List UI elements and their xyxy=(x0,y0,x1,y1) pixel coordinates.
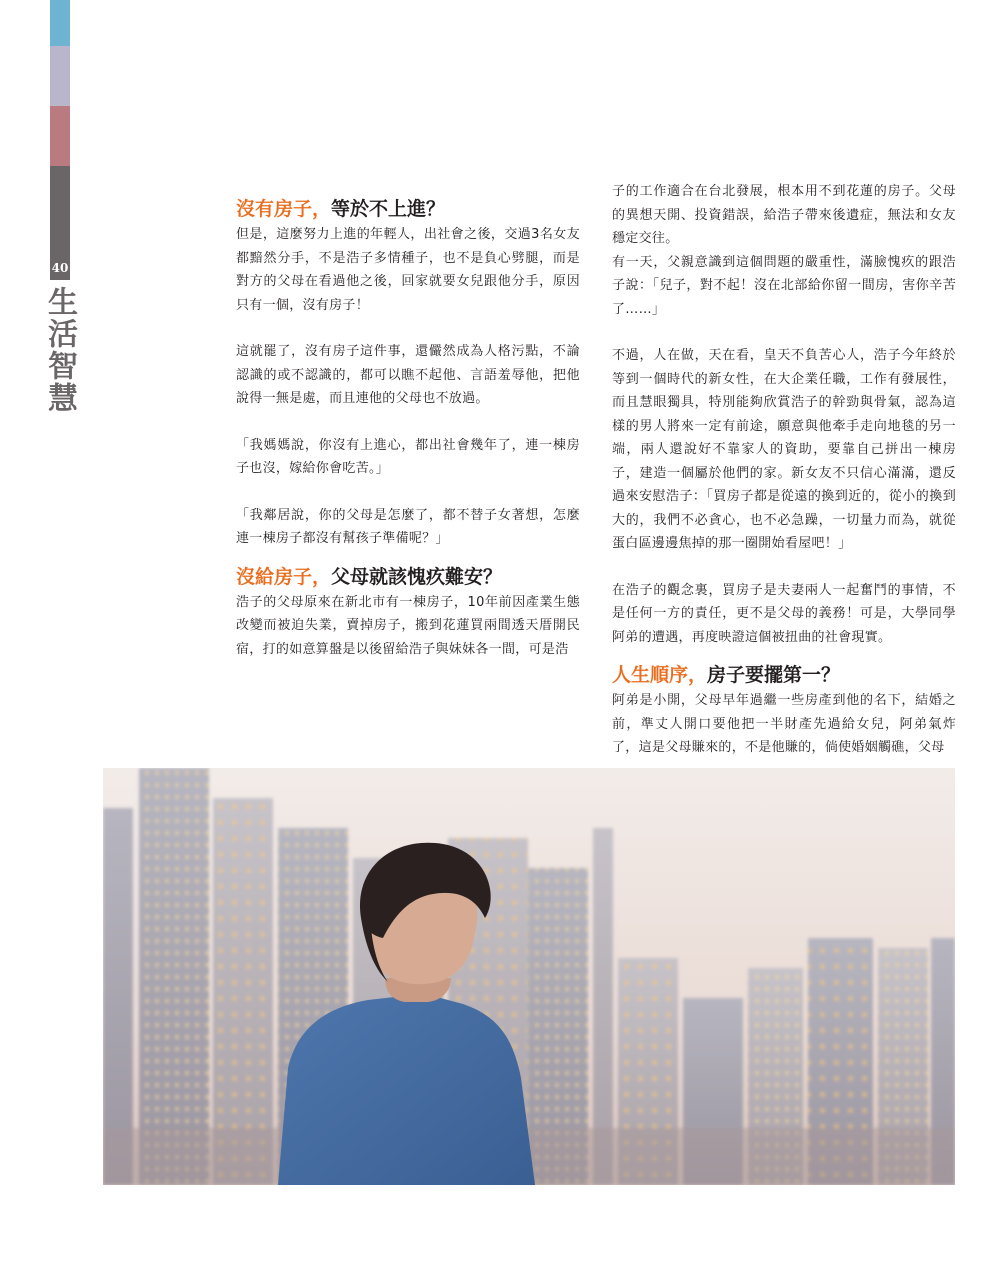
heading-highlight: 人生順序， xyxy=(612,664,708,686)
city-skyline-photo xyxy=(103,768,955,1185)
heading-text: 等於不上進？ xyxy=(331,198,446,220)
heading-highlight: 沒給房子， xyxy=(236,565,332,588)
paragraph: 子的工作適合在台北發展，根本用不到花蓮的房子。父母的異想天開、投資錯誤，給浩子帶來後遺症，無法和女友穩定交往。 xyxy=(612,184,956,246)
quote-paragraph: 「我媽媽說，你沒有上進心，都出社會幾年了，連一棟房子也沒，嫁給你會吃苦。」 xyxy=(236,437,580,476)
color-tab-rose xyxy=(50,106,70,166)
paragraph: 在浩子的觀念裏，買房子是夫妻兩人一起奮鬥的事情，不是任何一方的責任，更不是父母的義務！可是，大學同學阿弟的遭遇，再度映證這個被扭曲的社會現實。 xyxy=(612,582,956,645)
paragraph: 有一天，父親意識到這個問題的嚴重性，滿臉愧疚的跟浩子說：「兒子，對不起！沒在北部給你留一間房，害你辛苦了……」 xyxy=(612,254,956,317)
quote-paragraph: 「我鄰居說，你的父母是怎麼了，都不替子女著想，怎麼連一棟房子都沒有幫孩子準備呢？」 xyxy=(236,507,580,546)
paragraph: 不過，人在做，天在看，皇天不負苦心人，浩子今年終於等到一個時代的新女性，在大企業任職，工作有發展性，而且慧眼獨具，特別能夠欣賞浩子的幹勁與骨氣，認為這樣的男人將來一定有前途，願意與他牽手走向地毯的另一端，兩人還說好不靠家人的資助，要靠自己拼出一棟房子，建造一個屬於他們的家。新女友不只信心滿滿，還反過來安慰浩子：「買房子都是從遠的換到近的，從小的換到大的，我們不必貪心，也不必急躁，一切量力而為，就從蛋白區邊邊焦掉的那一圈開始看屋吧！」 xyxy=(612,348,956,551)
heading-text: 房子要擺第一？ xyxy=(707,664,841,686)
section-title: 生活智慧 xyxy=(42,286,77,414)
heading-text: 父母就該愧疚難安？ xyxy=(331,565,503,588)
color-tab-gray xyxy=(50,166,70,256)
article-column-left xyxy=(236,195,580,661)
paragraph: 但是，這麼努力上進的年輕人，出社會之後，交過3名女友都黯然分手，不是浩子多情種子，也不是負心劈腿，而是對方的父母在看過他之後，回家就要女兒跟他分手，原因只有一個，沒有房子！ xyxy=(236,227,580,313)
heading-no-house xyxy=(236,195,580,223)
page-number: 40 xyxy=(50,256,70,280)
article-column-right xyxy=(612,180,956,760)
paragraph: 浩子的父母原來在新北市有一棟房子，10年前因產業生態改變而被迫失業，賣掉房子，搬到花蓮買兩間透天厝開民宿，打的如意算盤是以後留給浩子與妹妹各一間，可是浩 xyxy=(236,594,580,657)
color-tab-lavender xyxy=(50,46,70,106)
heading-parents-guilt xyxy=(236,563,580,591)
heading-life-order xyxy=(612,661,956,689)
paragraph: 阿弟是小開，父母早年過繼一些房產到他的名下，結婚之前，準丈人開口要他把一半財產先過給女兒，阿弟氣炸了，這是父母賺來的，不是他賺的，倘使婚姻觸礁，父母 xyxy=(612,693,956,755)
color-tab-blue xyxy=(50,0,70,46)
heading-highlight: 沒有房子， xyxy=(236,198,332,220)
paragraph: 這就罷了，沒有房子這件事，還儼然成為人格污點，不論認識的或不認識的，都可以瞧不起他、言語羞辱他，把他說得一無是處，而且連他的父母也不放過。 xyxy=(236,344,580,406)
